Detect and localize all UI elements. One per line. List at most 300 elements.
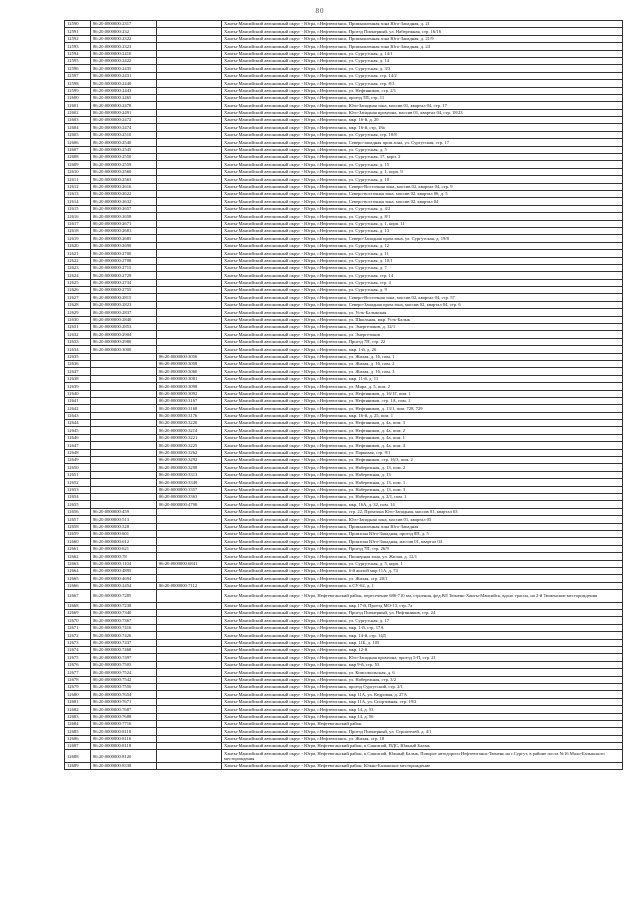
table-row [65,250,623,257]
row-number-cell: 12680 [65,691,91,698]
address-cell: Ханты-Мансийский автономный округ - Югра, г.Нефтеюганск, ул. Сургутская, д. 10/1 [222,257,623,264]
building-number-cell [157,65,222,72]
row-number-cell: 12656 [65,508,91,515]
cadastral-number-cell: 86:20:0000000:2443 [91,87,157,94]
address-cell: Ханты-Мансийский автономный округ - Югра, г.Нефтеюганск, ул. Набережная, д. 13 [222,471,623,478]
building-number-cell [157,602,222,609]
cadastral-number-cell: 86:20:0000000:2550 [91,154,157,161]
cadastral-number-cell: 86:20:0000000:2823 [91,301,157,308]
row-number-cell: 12687 [65,743,91,750]
row-number-cell: 12649 [65,457,91,464]
cadastral-number-cell [91,420,157,427]
address-cell: Ханты-Мансийский автономный округ - Югра, г.Нефтеюганск, ул. Сургутская, д. 1, корп. 11 [222,220,623,227]
address-cell: Ханты-Мансийский автономный округ - Югра, г.Нефтеюганск, ул. Нефтяников, д. 4а, пом. 4 [222,442,623,449]
address-cell: Ханты-Мансийский автономный округ - Югра, г.Нефтеюганск, ул. Нефтяников, стр. 2/1 [222,87,623,94]
address-cell: Ханты-Мансийский автономный округ - Югра, г.Нефтеюганск, Промзона Юго-Западная, проезд 8П, д. 5 [222,530,623,537]
cadastral-number-cell: 86:20:0000000:2622 [91,190,157,197]
table-row [65,383,623,390]
building-number-cell [157,763,222,770]
cadastral-number-cell: 86:20:0000000:7437 [91,639,157,646]
cadastral-number-cell: 86:20:0000000:621 [91,545,157,552]
cadastral-number-cell: 86:20:0000000:2465 [91,94,157,101]
cadastral-number-cell: 86:20:0000000:8116 [91,735,157,742]
row-number-cell: 12655 [65,501,91,508]
table-row [65,28,623,35]
address-cell: Ханты-Мансийский автономный округ - Югра, г.Нефтеюганск, ул. Сургутская, стр. 4 [222,279,623,286]
building-number-cell [157,235,222,242]
cadastral-number-cell: 86:20:0000000:7340 [91,610,157,617]
building-number-cell: 86:20:0000000:3220 [157,420,222,427]
cadastral-number-cell: 86:20:0000000:2671 [91,220,157,227]
address-cell: Ханты-Мансийский автономный округ - Югра, г.Нефтеюганск, ул. Сургутская, стр. 10/8 [222,131,623,138]
address-cell: Ханты-Мансийский автономный округ - Югра, г.Нефтеюганск, стр. 22, Промзона Юго-Западная, массив 01, квартал 03 [222,508,623,515]
cadastral-number-cell: 86:20:0000000:2323 [91,43,157,50]
address-cell: Ханты-Мансийский автономный округ - Югра, г.Нефтеюганск, Северо-Западная пром.зона, ул. Сургутская, д. 19/8 [222,235,623,242]
cadastral-number-cell: 86:20:0000000:2545 [91,146,157,153]
table-row [65,72,623,79]
table-row [65,494,623,501]
row-number-cell: 12604 [65,124,91,131]
address-cell: Ханты-Мансийский автономный округ - Югра, г.Нефтеюганск, ул. Сургутская, д. 14 [222,57,623,64]
address-cell: Ханты-Мансийский автономный округ - Югра, г.Нефтеюганск, ул. Сургутская, стр. 14/2 [222,72,623,79]
address-cell: Ханты-Мансийский автономный округ - Югра, г.Нефтеюганск, ул. Сургутская, д. 8/1 [222,213,623,220]
address-cell: Ханты-Мансийский автономный округ - Югра, г.Нефтеюганск, мкр 9-й, стр. 53 [222,661,623,668]
row-number-cell: 12590 [65,21,91,28]
address-cell: Ханты-Мансийский автономный округ - Югра, г.Нефтеюганск, ул. Нефтяников, д. 16/1Г, пом. 1 [222,390,623,397]
cadastral-number-cell: 86:20:0000000:2840 [91,316,157,323]
table-row [65,21,623,28]
building-number-cell: 86:20:0000000:3349 [157,479,222,486]
address-cell: Ханты-Мансийский автономный округ - Югра, г.Нефтеюганск, ул. Сургутская, д. 12 [222,242,623,249]
cadastral-number-cell: 86:20:0000000:7416 [91,624,157,631]
table-row [65,146,623,153]
building-number-cell [157,87,222,94]
address-cell: Ханты-Мансийский автономный округ - Югра, г.Нефтеюганск, мкр. 12-й [222,647,623,654]
address-cell: Ханты-Мансийский автономный округ - Югра, г.Нефтеюганск, ул. Мира, д. 5, пом. 2 [222,383,623,390]
table-row [65,368,623,375]
registry-table-body [65,21,623,770]
row-number-cell: 12591 [65,28,91,35]
building-number-cell [157,80,222,87]
row-number-cell: 12596 [65,65,91,72]
table-row [65,50,623,57]
row-number-cell: 12617 [65,220,91,227]
row-number-cell: 12678 [65,676,91,683]
building-number-cell: 86:20:0000000:4790 [157,501,222,508]
table-row [65,661,623,668]
address-cell: Ханты-Мансийский автономный округ - Югра, г.Нефтеюганск, Промышленная зона Юго-Западная [222,523,623,530]
cadastral-number-cell: 86:20:0000000:7716 [91,720,157,727]
building-number-cell [157,538,222,545]
cadastral-number-cell: 86:20:0000000:2837 [91,309,157,316]
cadastral-number-cell: 86:20:0000000:2616 [91,183,157,190]
address-cell: Ханты-Мансийский автономный округ - Югра, Нефтеюганский район, п.Сингапай, Южный Балык, Поворот автодороги Нефтеюганск-Тюмень на г.Сургут, в районе поста №16 Мало-Балыкского месторождения [222,750,623,763]
cadastral-number-cell: 86:20:0000000:7426 [91,632,157,639]
cadastral-number-cell [91,494,157,501]
row-number-cell: 12639 [65,383,91,390]
cadastral-number-cell [91,464,157,471]
row-number-cell: 12685 [65,728,91,735]
cadastral-number-cell: 86:20:0000000:7367 [91,617,157,624]
building-number-cell [157,610,222,617]
table-row [65,264,623,271]
table-row [65,390,623,397]
cadastral-number-cell: 86:20:0000000:2478 [91,102,157,109]
building-number-cell [157,324,222,331]
address-cell: Ханты-Мансийский автономный округ - Югра, г.Нефтеюганск, ул. Сургутская, д. 14/1 [222,50,623,57]
building-number-cell [157,161,222,168]
cadastral-number-cell [91,501,157,508]
building-number-cell [157,691,222,698]
building-number-cell [157,272,222,279]
table-row [65,87,623,94]
cadastral-number-cell: 86:20:0000000:4895 [91,567,157,574]
cadastral-number-cell: 86:20:0000000:7671 [91,698,157,705]
address-cell: Ханты-Мансийский автономный округ - Югра, г.Нефтеюганск, Юго-Западная промзона, массив 01, квартал 04, стр. 18/23 [222,109,623,116]
address-cell: Ханты-Мансийский автономный округ - Югра, г.Нефтеюганск, ул. Сургутская, д. 4/2 [222,205,623,212]
building-number-cell [157,294,222,301]
building-number-cell [157,523,222,530]
address-cell: Ханты-Мансийский автономный округ - Югра, г.Нефтеюганск, Юго-Западная зона, массив 01, квартал 05 [222,516,623,523]
row-number-cell: 12665 [65,575,91,582]
building-number-cell [157,346,222,353]
cadastral-number-cell: 86:20:0000000:2853 [91,324,157,331]
row-number-cell: 12631 [65,324,91,331]
cadastral-number-cell: 86:20:0000000:7550 [91,683,157,690]
cadastral-number-cell: 86:20:0000000:2708 [91,257,157,264]
building-number-cell: 86:20:0000000:3214 [157,427,222,434]
row-number-cell: 12597 [65,72,91,79]
cadastral-number-cell: 86:20:0000000:7503 [91,661,157,668]
table-row [65,582,623,589]
cadastral-number-cell: 86:20:0000000:612 [91,538,157,545]
building-number-cell [157,530,222,537]
row-number-cell: 12669 [65,610,91,617]
table-row [65,316,623,323]
address-cell: Ханты-Мансийский автономный округ - Югра, г.Нефтеюганск, мкр. 14-й, стр. 14Д [222,632,623,639]
address-cell: Ханты-Мансийский автономный округ - Югра, г.Нефтеюганск, ул. Сургутская, стр. 8/3 [222,80,623,87]
table-row [65,763,623,770]
building-number-cell [157,146,222,153]
page-number: 80 [315,7,325,15]
building-number-cell: 86:20:0000000:3081 [157,375,222,382]
row-number-cell: 12598 [65,80,91,87]
row-number-cell: 12595 [65,57,91,64]
table-row [65,538,623,545]
address-cell: Ханты-Мансийский автономный округ - Югра, г.Нефтеюганск, ул. Жилая, стр. 18 [222,735,623,742]
address-cell: Ханты-Мансийский автономный округ - Югра, г.Нефтеюганск, Северо-западная пром.зона, ул. Сургутская, стр. 17 [222,139,623,146]
address-cell: Ханты-Мансийский автономный округ - Югра, г.Нефтеюганск, ул. Школьная, мкр. Усть-Балык [222,316,623,323]
building-number-cell [157,706,222,713]
address-cell: Ханты-Мансийский автономный округ - Югра, г.Нефтеюганск, мкр 17-й, Проезд МО-13, стр. 7а [222,602,623,609]
address-cell: Ханты-Мансийский автономный округ - Югра, г.Нефтеюганск, ул. Набережная, д. 13, пом. 3 [222,486,623,493]
building-number-cell [157,661,222,668]
cadastral-number-cell: 86:20:0000000:2681 [91,227,157,234]
table-row [65,545,623,552]
building-number-cell [157,750,222,763]
address-cell: Ханты-Мансийский автономный округ - Югра, г.Нефтеюганск, Промзона Юго-Западная, массив 01, квартал 04 [222,538,623,545]
cadastral-number-cell: 86:20:0000000:2632 [91,198,157,205]
table-row [65,735,623,742]
table-row [65,213,623,220]
table-row [65,235,623,242]
table-row [65,257,623,264]
table-row [65,117,623,124]
address-cell: Ханты-Мансийский автономный округ - Югра, г.Нефтеюганск, ул. Сургутская, д. 10 [222,176,623,183]
building-number-cell [157,516,222,523]
cadastral-number-cell: 86:20:0000000:7654 [91,691,157,698]
cadastral-number-cell: 86:20:0000000:528 [91,523,157,530]
building-number-cell [157,287,222,294]
cadastral-number-cell: 86:20:0000000:2431 [91,72,157,79]
row-number-cell: 12641 [65,397,91,404]
building-number-cell [157,683,222,690]
address-cell: Ханты-Мансийский автономный округ - Югра, г.Нефтеюганск, п.СУ-62, д. 1 [222,582,623,589]
cadastral-number-cell [91,442,157,449]
row-number-cell: 12676 [65,661,91,668]
address-cell: Ханты-Мансийский автономный округ - Югра, г.Нефтеюганск, проезд 5П, стр. 11 [222,94,623,101]
address-cell: Ханты-Мансийский автономный округ - Югра, г.Нефтеюганск, ул. Нефтяников, д. 4а, пом. 2 [222,427,623,434]
row-number-cell: 12618 [65,227,91,234]
row-number-cell: 12660 [65,538,91,545]
cadastral-number-cell: 86:20:0000000:7238 [91,602,157,609]
table-row [65,464,623,471]
row-number-cell: 12681 [65,698,91,705]
row-number-cell: 12627 [65,294,91,301]
cadastral-number-cell: 86:20:0000000:8338 [91,763,157,770]
address-cell: Ханты-Мансийский автономный округ - Югра, Нефтеюганский район, п.Сингапай, ПДС, Южный Балык [222,743,623,750]
table-row [65,639,623,646]
table-row [65,35,623,42]
cadastral-number-cell: 86:20:0000000:2560 [91,168,157,175]
building-number-cell [157,257,222,264]
address-cell: Ханты-Мансийский автономный округ - Югра, г.Нефтеюганск, Проезд Пионерный, ул. Нефтяников, стр. 24 [222,610,623,617]
building-number-cell: 86:20:0000000:3058 [157,360,222,367]
address-cell: Ханты-Мансийский автономный округ - Югра, г.Нефтеюганск, Северо-Восточная зона, массив 02, квартал 04, стр. 57 [222,294,623,301]
table-row [65,279,623,286]
address-cell: Ханты-Мансийский автономный округ - Югра, г.Нефтеюганск, мкр. 1-й, д. 26 [222,346,623,353]
table-row [65,124,623,131]
row-number-cell: 12652 [65,479,91,486]
building-number-cell [157,176,222,183]
cadastral-number-cell: 86:20:0000000:2472 [91,117,157,124]
address-cell: Ханты-Мансийский автономный округ - Югра, г.Нефтеюганск, ул. Нефтяников, стр. 1А, пом. 1 [222,397,623,404]
row-number-cell: 12664 [65,567,91,574]
building-number-cell [157,139,222,146]
row-number-cell: 12689 [65,763,91,770]
row-number-cell: 12657 [65,516,91,523]
address-cell: Ханты-Мансийский автономный округ - Югра, Нефтеюганский район, пересечение 686-710 км, строения, фед.ВЛ Тюмень-Ханты-Мансийск, вдоль трассы, на 2-й Тюменские месторождения [222,590,623,603]
cadastral-number-cell: 86:20:0000000:7542 [91,676,157,683]
row-number-cell: 12599 [65,87,91,94]
table-row [65,94,623,101]
address-cell: Ханты-Мансийский автономный округ - Югра, г.Нефтеюганск, Промышленная зона Юго-Западная, д. 21 [222,21,623,28]
table-row [65,449,623,456]
building-number-cell [157,669,222,676]
cadastral-number-cell: 86:20:0000000:2317 [91,21,157,28]
building-number-cell [157,205,222,212]
cadastral-number-cell: 86:20:0000000:2685 [91,235,157,242]
address-cell: Ханты-Мансийский автономный округ - Югра, г.Нефтеюганск, Юго-Западная промзона, проезд 5-П, стр. 21 [222,654,623,661]
table-row [65,575,623,582]
cadastral-number-cell [91,360,157,367]
row-number-cell: 12592 [65,35,91,42]
address-cell: Ханты-Мансийский автономный округ - Югра, г.Нефтеюганск, ул. Набережная, стр. 3/2 [222,676,623,683]
address-cell: Ханты-Мансийский автономный округ - Югра, г.Нефтеюганск, Проезд 7П, стр. 22 [222,338,623,345]
address-cell: Ханты-Мансийский автономный округ - Югра, г.Нефтеюганск, Проезд Пионерный, ул. Строителей, д. 4/1 [222,728,623,735]
row-number-cell: 12632 [65,331,91,338]
address-cell: Ханты-Мансийский автономный округ - Югра, г.Нефтеюганск, ул. Сургутская, д. 5, корп. 1 [222,560,623,567]
cadastral-number-cell: 86:20:0000000:459 [91,508,157,515]
table-row [65,617,623,624]
row-number-cell: 12623 [65,264,91,271]
address-cell: Ханты-Мансийский автономный округ - Югра, г.Нефтеюганск, ул. Сургутская, д. 3/3 [222,65,623,72]
cadastral-number-cell: 86:20:0000000:78 [91,553,157,560]
row-number-cell: 12661 [65,545,91,552]
cadastral-number-cell: 86:20:0000000:7468 [91,647,157,654]
address-cell: Ханты-Мансийский автономный округ - Югра, г.Нефтеюганск, ул. Сургутская, д. 5 [222,146,623,153]
row-number-cell: 12645 [65,427,91,434]
cadastral-number-cell: 86:20:0000000:2322 [91,35,157,42]
row-number-cell: 12647 [65,442,91,449]
row-number-cell: 12688 [65,750,91,763]
cadastral-number-cell: 86:20:0000000:2510 [91,131,157,138]
row-number-cell: 12644 [65,420,91,427]
table-row [65,43,623,50]
building-number-cell [157,250,222,257]
building-number-cell [157,21,222,28]
building-number-cell [157,575,222,582]
cadastral-number-cell: 86:20:0000000:2657 [91,205,157,212]
cadastral-number-cell: 86:20:0000000:2422 [91,57,157,64]
cadastral-number-cell: 86:20:0000000:2559 [91,161,157,168]
table-row [65,397,623,404]
building-number-cell [157,301,222,308]
cadastral-number-cell [91,375,157,382]
building-number-cell [157,279,222,286]
address-cell: Ханты-Мансийский автономный округ - Югра, Нефтеюганский район [222,720,623,727]
address-cell: Ханты-Мансийский автономный округ - Югра, г.Нефтеюганск, мкр. 16-й, д. 20 [222,117,623,124]
building-number-cell: 86:20:0000000:3167 [157,397,222,404]
building-number-cell [157,676,222,683]
building-number-cell [157,124,222,131]
address-cell: Ханты-Мансийский автономный округ - Югра, г.Нефтеюганск, ул. Жилая, стр. 20/1 [222,575,623,582]
address-cell: Ханты-Мансийский автономный округ - Югра, г.Нефтеюганск, мкр. 11-й, д. 11 [222,375,623,382]
building-number-cell [157,213,222,220]
row-number-cell: 12677 [65,669,91,676]
address-cell: Ханты-Мансийский автономный округ - Югра, г.Нефтеюганск, мкр 11А, ул. Кедровая, д. 27А [222,691,623,698]
table-row [65,553,623,560]
building-number-cell [157,338,222,345]
address-cell: Ханты-Мансийский автономный округ - Югра, г.Нефтеюганск, мкр 11А, ул. Спортивная, стр. 19/2 [222,698,623,705]
row-number-cell: 12654 [65,494,91,501]
building-number-cell: 86:20:0000000:3092 [157,390,222,397]
table-row [65,624,623,631]
address-cell: Ханты-Мансийский автономный округ - Югра, г.Нефтеюганск, ул. Набережная, д. 13, пом. 2 [222,464,623,471]
address-cell: Ханты-Мансийский автономный округ - Югра, г.Нефтеюганск, ул. Сургутская, д. 1, корп. 9 [222,168,623,175]
row-number-cell: 12682 [65,706,91,713]
cadastral-number-cell [91,353,157,360]
building-number-cell: 86:20:0000000:3176 [157,412,222,419]
address-cell: Ханты-Мансийский автономный округ - Югра, г.Нефтеюганск, ул. Энергетиков, д. 12/1 [222,324,623,331]
row-number-cell: 12671 [65,624,91,631]
address-cell: Ханты-Мансийский автономный округ - Югра, г.Нефтеюганск, ул. Сургутская, д. 13 [222,227,623,234]
table-row [65,610,623,617]
address-cell: Ханты-Мансийский автономный округ - Югра, г.Нефтеюганск, Пионерная зона, ул. Жилая, д. 12/1 [222,553,623,560]
cadastral-number-cell: 86:20:0000000:3000 [91,346,157,353]
table-row [65,713,623,720]
row-number-cell: 12630 [65,316,91,323]
table-row [65,567,623,574]
building-number-cell [157,43,222,50]
address-cell: Ханты-Мансийский автономный округ - Югра, г.Нефтеюганск, ул. Комсомольская, д. 6 [222,669,623,676]
cadastral-number-cell: 86:20:0000000:8118 [91,743,157,750]
building-number-cell [157,109,222,116]
building-number-cell [157,72,222,79]
row-number-cell: 12638 [65,375,91,382]
table-row [65,346,623,353]
building-number-cell [157,102,222,109]
row-number-cell: 12614 [65,198,91,205]
address-cell: Ханты-Мансийский автономный округ - Югра, г.Нефтеюганск, Северо-восточная зона, массив 02, квартал 06, д. 5 [222,190,623,197]
cadastral-number-cell [91,368,157,375]
table-row [65,720,623,727]
building-number-cell [157,28,222,35]
address-cell: Ханты-Мансийский автономный округ - Югра, г.Нефтеюганск, ул. Сургутская, д. 17 [222,617,623,624]
building-number-cell [157,553,222,560]
address-cell: Ханты-Мансийский автономный округ - Югра, г.Нефтеюганск, ул. Сургутская, д. 11 [222,250,623,257]
cadastral-number-cell [91,383,157,390]
row-number-cell: 12662 [65,553,91,560]
row-number-cell: 12643 [65,412,91,419]
table-row [65,691,623,698]
address-cell: Ханты-Мансийский автономный округ - Югра, г.Нефтеюганск, ул. Набережная, д. 13, пом. 1 [222,479,623,486]
row-number-cell: 12642 [65,405,91,412]
building-number-cell: 86:20:0000000:3221 [157,434,222,441]
cadastral-number-cell: 86:20:0000000:2986 [91,338,157,345]
building-number-cell: 86:20:0000000:3292 [157,457,222,464]
address-cell: Ханты-Мансийский автономный округ - Югра, г.Нефтеюганск, ул. Сургутская, д. 15 [222,161,623,168]
row-number-cell: 12621 [65,250,91,257]
table-row [65,479,623,486]
address-cell: Ханты-Мансийский автономный округ - Югра, г.Нефтеюганск, 6-й жилой мкр 11А, д. 74 [222,567,623,574]
row-number-cell: 12683 [65,713,91,720]
building-number-cell: 86:20:0000000:3262 [157,449,222,456]
cadastral-number-cell [91,449,157,456]
building-number-cell [157,728,222,735]
table-row [65,57,623,64]
building-number-cell [157,743,222,750]
building-number-cell: 86:20:0000000:3298 [157,464,222,471]
table-row [65,706,623,713]
cadastral-number-cell: 86:20:0000000:2690 [91,242,157,249]
table-row [65,590,623,603]
row-number-cell: 12629 [65,309,91,316]
table-row [65,457,623,464]
address-cell: Ханты-Мансийский автономный округ - Югра, г.Нефтеюганск, Проезд 7П, стр. 26/9 [222,545,623,552]
building-number-cell [157,309,222,316]
row-number-cell: 12628 [65,301,91,308]
table-row [65,632,623,639]
address-cell: Ханты-Мансийский автономный округ - Югра, г.Нефтеюганск, ул. Сургутская, стр. 14 [222,272,623,279]
cadastral-number-cell: 86:20:0000000:7497 [91,654,157,661]
address-cell: Ханты-Мансийский автономный округ - Югра, г.Нефтеюганск, ул. Усть-Балыкская [222,309,623,316]
address-cell: Ханты-Мансийский автономный округ - Югра, г.Нефтеюганск, ул. Парковая, стр. 9/1 [222,449,623,456]
row-number-cell: 12603 [65,117,91,124]
address-cell: Ханты-Мансийский автономный округ - Югра, г.Нефтеюганск, ул. Энергетиков [222,331,623,338]
table-row [65,168,623,175]
address-cell: Ханты-Мансийский автономный округ - Югра, г.Нефтеюганск, ул. Нефтяников, д. 4а, пом. 3 [222,420,623,427]
